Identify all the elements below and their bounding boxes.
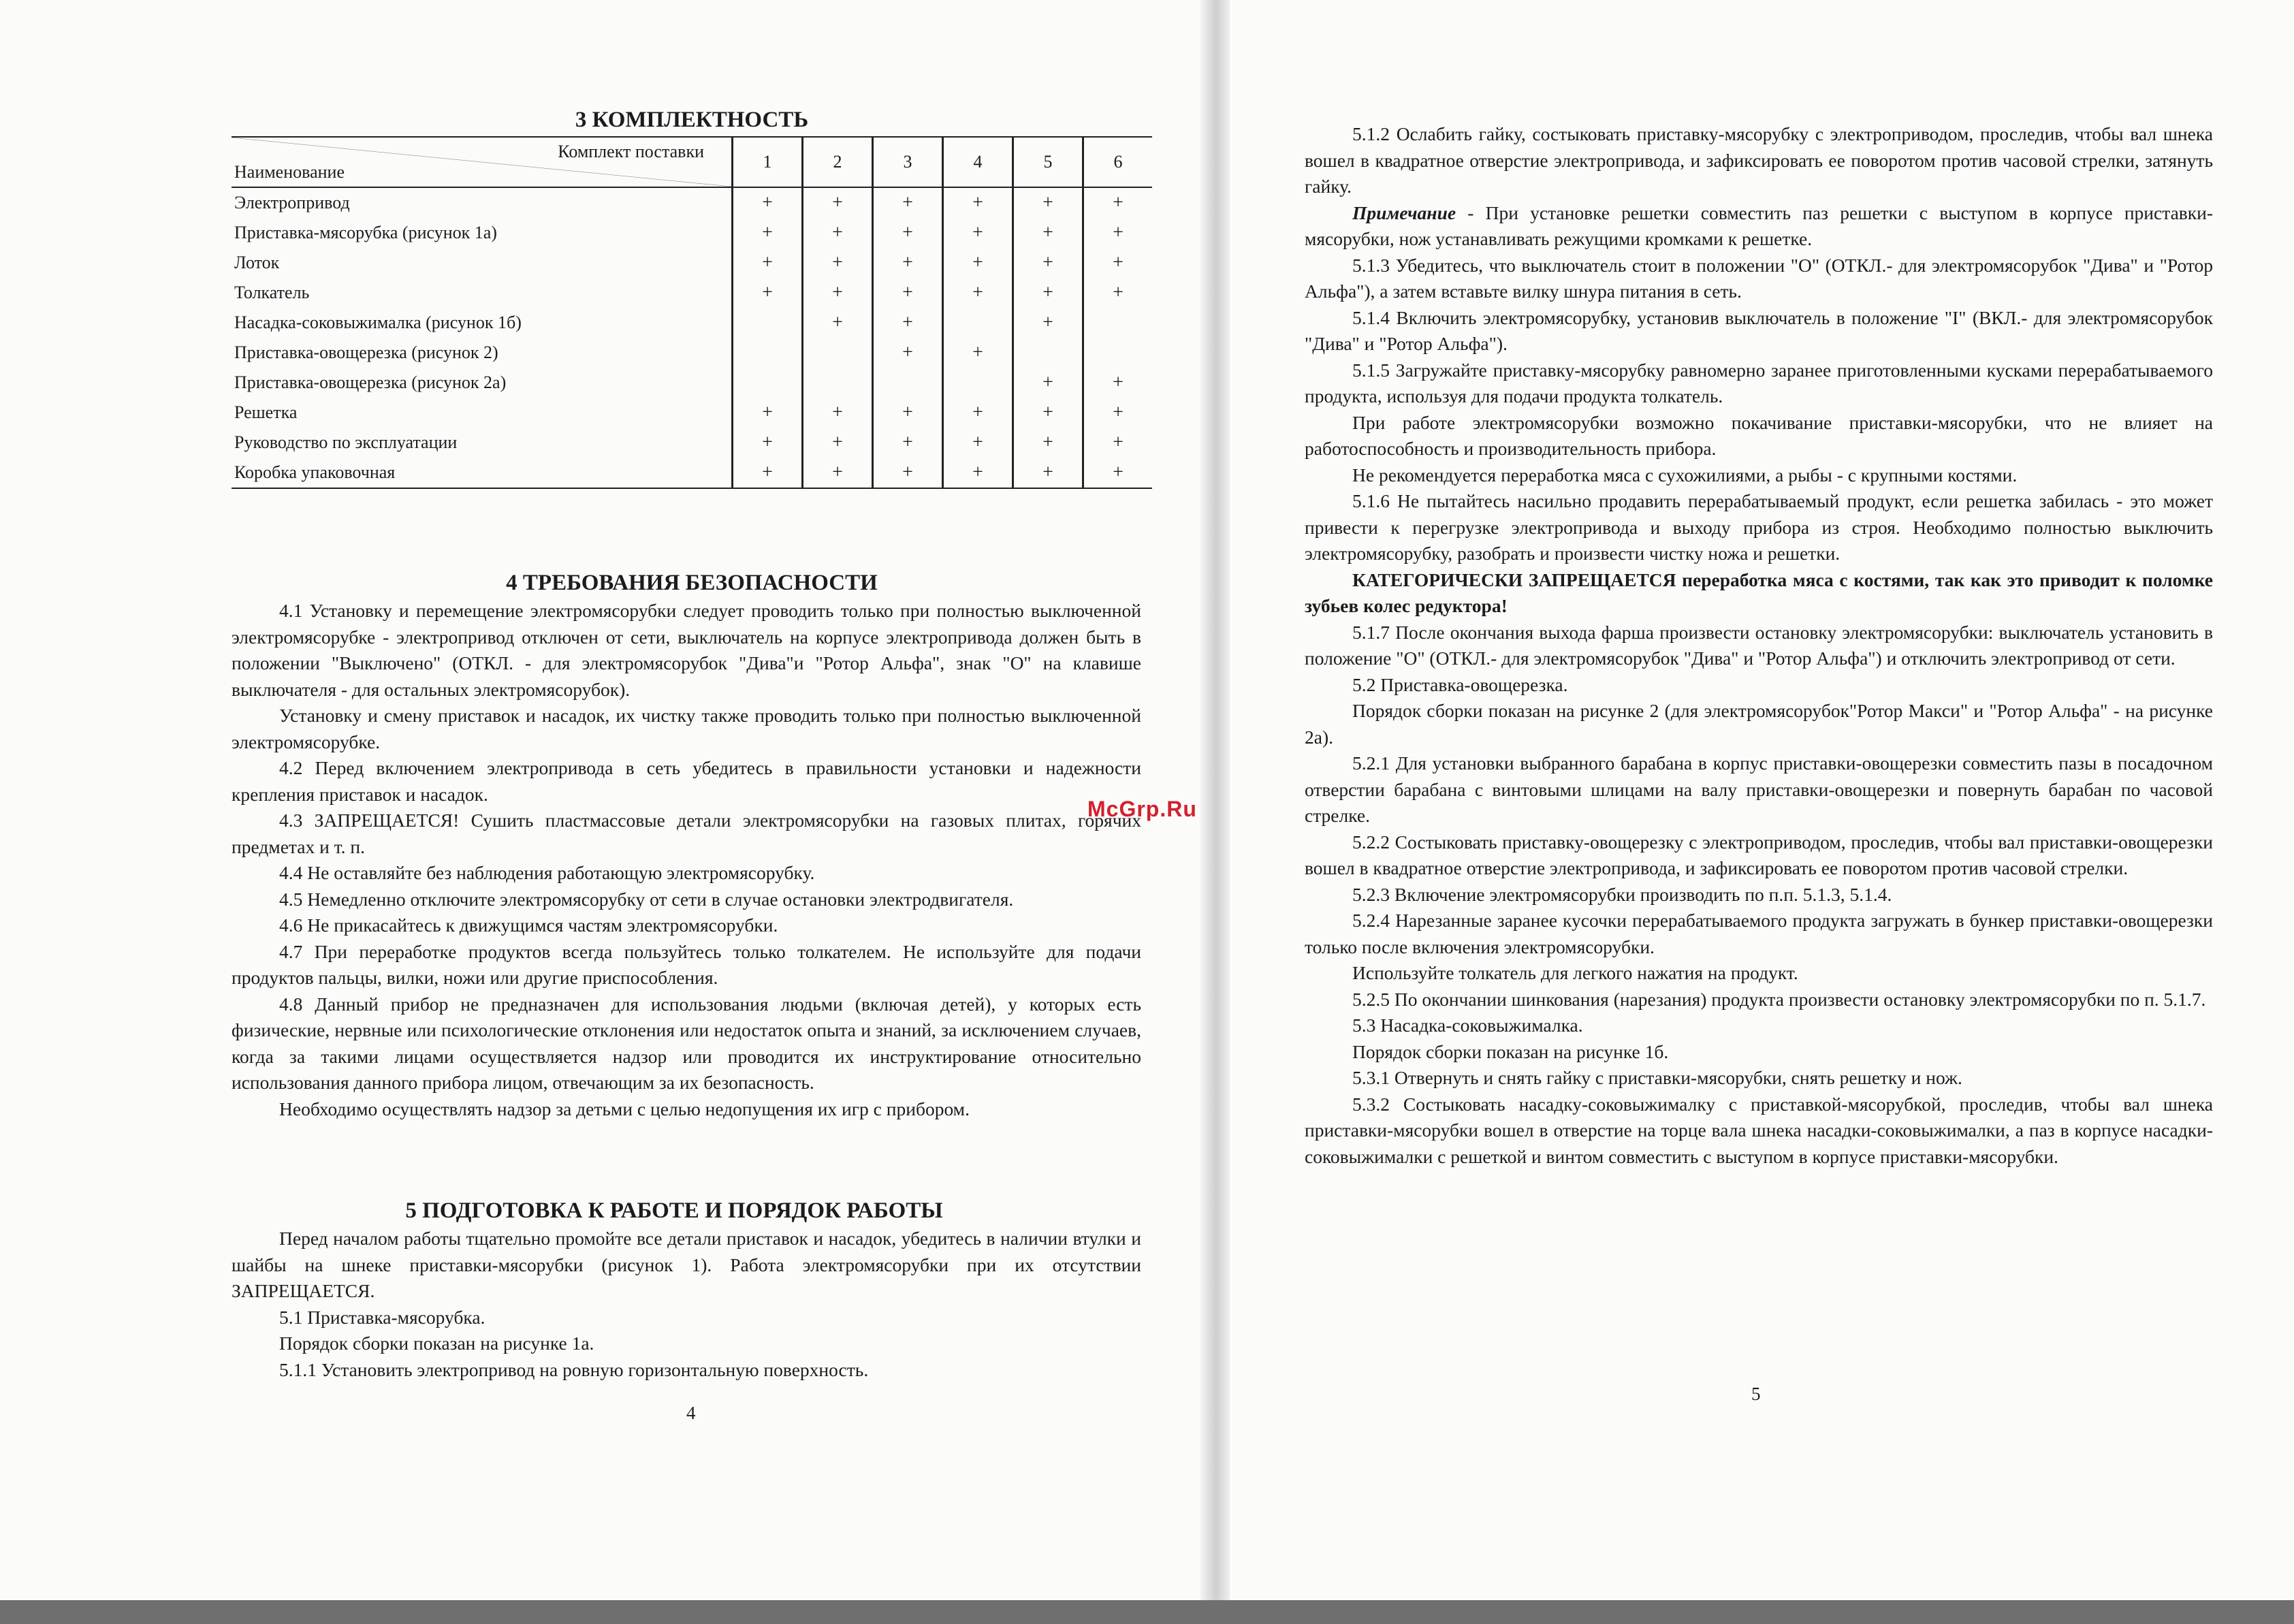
kit-mark-cell: + xyxy=(803,278,873,308)
paragraph: 5.1 Приставка-мясорубка. xyxy=(279,1306,485,1328)
kit-mark-cell: + xyxy=(873,458,943,488)
paragraph: Порядок сборки показан на рисунке 2 (для электромясорубок"Ротор Макси" и "Ротор Альфа" - на рисунке 2а). xyxy=(1305,700,2213,748)
section-5-body xyxy=(232,1226,1141,1383)
kit-mark-cell: + xyxy=(733,458,803,488)
paragraph: Порядок сборки показан на рисунке 1б. xyxy=(1352,1040,1669,1062)
kit-mark-cell: + xyxy=(1013,368,1083,398)
paragraph: 4.6 Не прикасайтесь к движущимся частям электромясорубки. xyxy=(279,914,778,936)
table-row xyxy=(232,248,1152,278)
kit-mark-cell: + xyxy=(733,218,803,248)
kit-mark-cell: + xyxy=(733,428,803,458)
kit-mark-cell xyxy=(733,368,803,398)
paragraph: Не рекомендуется переработка мяса с сухожилиями, а рыбы - с крупными костями. xyxy=(1352,464,2018,485)
kit-mark-cell: + xyxy=(1013,187,1083,218)
row-item-name: Приставка-мясорубка (рисунок 1а) xyxy=(234,223,497,242)
kit-mark-cell xyxy=(1083,308,1153,338)
kit-mark-cell: + xyxy=(873,187,943,218)
kit-mark-cell xyxy=(1083,338,1153,368)
column-header-5: 5 xyxy=(1013,137,1083,187)
kit-mark-cell xyxy=(733,308,803,338)
kit-mark-cell: + xyxy=(803,428,873,458)
kit-mark-cell: + xyxy=(1083,398,1153,428)
paragraph: 5.3 Насадка-соковыжималка. xyxy=(1352,1015,1583,1036)
paragraph: 4.7 При переработке продуктов всегда пользуйтесь только толкателем. Не используйте для подачи продуктов пальцы, вилки, ножи или другие приспособления. xyxy=(232,940,1141,988)
row-item-name: Толкатель xyxy=(234,283,310,302)
kit-table xyxy=(232,136,1152,489)
kit-mark-cell: + xyxy=(803,248,873,278)
kit-mark-cell: + xyxy=(1013,218,1083,248)
kit-mark-cell xyxy=(1013,338,1083,368)
paragraph: 4.4 Не оставляйте без наблюдения работающую электромясорубку. xyxy=(279,862,815,883)
table-row xyxy=(232,368,1152,398)
kit-mark-cell: + xyxy=(733,248,803,278)
column-header-3: 3 xyxy=(873,137,943,187)
kit-mark-cell: + xyxy=(803,458,873,488)
table-row xyxy=(232,458,1152,488)
page-number-left: 4 xyxy=(686,1403,696,1423)
table-header-kit: Комплект поставки xyxy=(558,142,704,161)
kit-mark-cell: + xyxy=(1083,248,1153,278)
kit-mark-cell: + xyxy=(873,338,943,368)
row-item-name: Приставка-овощерезка (рисунок 2) xyxy=(234,343,498,362)
row-item-name: Насадка-соковыжималка (рисунок 1б) xyxy=(234,313,522,332)
kit-mark-cell: + xyxy=(1013,428,1083,458)
note-paragraph xyxy=(1305,200,2213,253)
kit-mark-cell: + xyxy=(803,218,873,248)
paragraph: 5.2.1 Для установки выбранного барабана в корпус приставки-овощерезки совместить пазы в посадочном отверстии барабана с винтовыми шлицами на валу приставки-овощерезки и повернуть барабан по часовой стрелке. xyxy=(1305,752,2213,826)
paragraph: 5.2.3 Включение электромясорубки производить по п.п. 5.1.3, 5.1.4. xyxy=(1352,883,1892,905)
book-gutter xyxy=(1200,0,1230,1624)
row-item-name: Решетка xyxy=(234,402,298,422)
column-header-6: 6 xyxy=(1083,137,1153,187)
table-row xyxy=(232,338,1152,368)
kit-mark-cell: + xyxy=(873,308,943,338)
row-item-name: Коробка упаковочная xyxy=(232,458,733,488)
paragraph: 5.1.2 Ослабить гайку, состыковать приставку-мясорубку с электроприводом, проследив, чтобы вал шнека вошел в квадратное отверстие электропривода, и зафиксировать ее поворотом против часовой стрелки, затянуть гайку. xyxy=(1305,123,2213,197)
paragraph: 4.8 Данный прибор не предназначен для использования людьми (включая детей), у которых есть физические, нервные или психологические отклонения или недостаток опыта и знаний, за исключением случаев, когда за такими лицами осуществляется надзор или проводится их инструктирование относительно использования данного прибора лицом, отвечающим за их безопасность. xyxy=(232,993,1141,1093)
warning-paragraph: КАТЕГОРИЧЕСКИ ЗАПРЕЩАЕТСЯ переработка мяса с костями, так как это приводит к поломке зубьев колес редуктора! xyxy=(1305,569,2213,616)
kit-mark-cell xyxy=(803,368,873,398)
kit-mark-cell: + xyxy=(943,398,1013,428)
kit-mark-cell: + xyxy=(733,278,803,308)
table-row xyxy=(232,218,1152,248)
kit-mark-cell: + xyxy=(943,458,1013,488)
column-header-4: 4 xyxy=(943,137,1013,187)
kit-mark-cell: + xyxy=(803,308,873,338)
kit-mark-cell: + xyxy=(943,428,1013,458)
paragraph: 5.2.4 Нарезанные заранее кусочки перерабатываемого продукта загружать в бункер приставки-овощерезки только после включения электромясорубки. xyxy=(1305,910,2213,957)
kit-mark-cell: + xyxy=(873,278,943,308)
right-page-body xyxy=(1305,121,2213,1170)
paragraph: 5.1.7 После окончания выхода фарша произвести остановку электромясорубки: выключатель установить в положение "О" (ОТКЛ.- для электромясорубок "Дива" и "Ротор Альфа") и отключить электропривод от сети. xyxy=(1305,621,2213,669)
paragraph: 5.1.6 Не пытайтесь насильно продавить перерабатываемый продукт, если решетка забилась - это может привести к перегрузке электропривода и выходу прибора из строя. Необходимо полностью выключить электромясорубку, разобрать и произвести чистку ножа и решетки. xyxy=(1305,490,2213,564)
table-row xyxy=(232,278,1152,308)
paragraph: 5.2.5 По окончании шинкования (нарезания) продукта произвести остановку электромясорубки по п. 5.1.7. xyxy=(1352,988,2206,1010)
kit-mark-cell: + xyxy=(1083,218,1153,248)
paragraph: Используйте толкатель для легкого нажатия на продукт. xyxy=(1352,962,1798,983)
kit-mark-cell: + xyxy=(803,398,873,428)
kit-mark-cell: + xyxy=(733,398,803,428)
kit-mark-cell: + xyxy=(1083,368,1153,398)
page-number-right: 5 xyxy=(1751,1384,1761,1404)
kit-mark-cell: + xyxy=(1013,278,1083,308)
kit-mark-cell: + xyxy=(1083,458,1153,488)
paragraph: 5.1.3 Убедитесь, что выключатель стоит в положении "О" (ОТКЛ.- для электромясорубок "Дива" и "Ротор Альфа"), а затем вставьте вилку шнура питания в сеть. xyxy=(1305,254,2213,302)
kit-mark-cell: + xyxy=(943,278,1013,308)
table-row xyxy=(232,308,1152,338)
row-item-name: Приставка-овощерезка (рисунок 2а) xyxy=(234,372,507,392)
kit-mark-cell: + xyxy=(943,187,1013,218)
column-header-1: 1 xyxy=(733,137,803,187)
kit-mark-cell xyxy=(873,368,943,398)
kit-table-body xyxy=(232,187,1152,488)
paragraph: 5.2 Приставка-овощерезка. xyxy=(1352,673,1568,695)
paragraph: 4.3 ЗАПРЕЩАЕТСЯ! Сушить пластмассовые детали электромясорубки на газовых плитах, горячих предметах и т. п. xyxy=(232,810,1141,857)
kit-mark-cell: + xyxy=(1013,458,1083,488)
watermark-text: McGrp.Ru xyxy=(1087,797,1197,821)
paragraph: 5.1.1 Установить электропривод на ровную горизонтальную поверхность. xyxy=(279,1358,869,1380)
paragraph: При работе электромясорубки возможно покачивание приставки-мясорубки, что не влияет на работоспособность и производительность прибора. xyxy=(1305,411,2213,459)
kit-mark-cell xyxy=(733,338,803,368)
page-right xyxy=(1230,0,2294,1587)
table-row xyxy=(232,428,1152,458)
note-label: Примечание xyxy=(1352,202,1456,223)
paragraph: 5.1.5 Загружайте приставку-мясорубку равномерно заранее приготовленными кусками перерабатываемого продукта, используя для подачи продукта толкатель. xyxy=(1305,359,2213,407)
section-5-title: 5 ПОДГОТОВКА К РАБОТЕ И ПОРЯДОК РАБОТЫ xyxy=(405,1198,943,1223)
paragraph: Перед началом работы тщательно промойте все детали приставок и насадок, убедитесь в наличии втулки и шайбы на шнеке приставки-мясорубки (рисунок 1). Работа электромясорубки при их отсутствии ЗАПРЕЩАЕТСЯ. xyxy=(232,1228,1141,1301)
row-item-name: Руководство по эксплуатации xyxy=(234,432,458,452)
scan-bottom-edge xyxy=(0,1600,2294,1624)
table-header-row xyxy=(232,137,1152,187)
kit-mark-cell: + xyxy=(1013,248,1083,278)
kit-mark-cell xyxy=(943,368,1013,398)
column-header-2: 2 xyxy=(803,137,873,187)
paragraph: 5.3.1 Отвернуть и снять гайку с приставки-мясорубки, снять решетку и нож. xyxy=(1352,1067,1962,1088)
paragraph: 4.2 Перед включением электропривода в сеть убедитесь в правильности установки и надежности крепления приставок и насадок. xyxy=(232,757,1141,805)
table-row xyxy=(232,187,1152,218)
section-3-title: 3 КОМПЛЕКТНОСТЬ xyxy=(575,108,809,132)
kit-mark-cell: + xyxy=(943,218,1013,248)
table-header-name: Наименование xyxy=(234,162,345,182)
kit-mark-cell: + xyxy=(1013,398,1083,428)
kit-mark-cell: + xyxy=(1013,308,1083,338)
paragraph: 4.1 Установку и перемещение электромясорубки следует проводить только при полностью выключенной электромясорубке - электропривод отключен от сети, выключатель на корпусе электропривода должен быть в положении "Выключено" (ОТКЛ. - для электромясорубок "Дива"и "Ротор Альфа", знак "О" на клавише выключателя - для остальных электромясорубок). xyxy=(232,600,1141,700)
kit-mark-cell: + xyxy=(873,218,943,248)
section-4-title: 4 ТРЕБОВАНИЯ БЕЗОПАСНОСТИ xyxy=(506,571,878,595)
row-item-name: Электропривод xyxy=(234,193,350,212)
kit-mark-cell: + xyxy=(1083,187,1153,218)
paragraph: 4.5 Немедленно отключите электромясорубку от сети в случае остановки электродвигателя. xyxy=(279,888,1014,910)
table-row xyxy=(232,398,1152,428)
kit-mark-cell: + xyxy=(943,248,1013,278)
kit-mark-cell: + xyxy=(803,187,873,218)
paragraph: 5.2.2 Состыковать приставку-овощерезку с электроприводом, проследив, чтобы вал приставки-овощерезки вошел в квадратное отверстие электропривода, и зафиксировать ее поворотом против часовой стрелки. xyxy=(1305,831,2213,878)
kit-mark-cell: + xyxy=(873,428,943,458)
paragraph: 5.3.2 Состыковать насадку-соковыжималку с приставкой-мясорубкой, проследив, чтобы вал шнека приставки-мясорубки вошел в отверстие на торце вала шнека насадки-соковыжималки, а паз в корпусе насадки-соковыжималки с решеткой и винтом совместить с выступом в корпусе приставки-мясорубки. xyxy=(1305,1093,2213,1167)
paragraph: 5.1.4 Включить электромясорубку, установив выключатель в положение "I" (ВКЛ.- для электромясорубок "Дива" и "Ротор Альфа"). xyxy=(1305,306,2213,354)
kit-mark-cell: + xyxy=(943,338,1013,368)
kit-mark-cell: + xyxy=(873,248,943,278)
note-text: - При установке решетки совместить паз решетки с выступом в корпусе приставки-мясорубки, нож устанавливать режущими кромками к решетке. xyxy=(1305,202,2214,249)
kit-mark-cell xyxy=(803,338,873,368)
paragraph: Порядок сборки показан на рисунке 1а. xyxy=(279,1333,594,1354)
table-header-diagonal-cell xyxy=(232,137,733,187)
kit-mark-cell: + xyxy=(733,187,803,218)
row-item-name: Лоток xyxy=(234,253,280,272)
kit-mark-cell xyxy=(943,308,1013,338)
paragraph: Необходимо осуществлять надзор за детьми с целью недопущения их игр с прибором. xyxy=(279,1098,970,1119)
paragraph: Установку и смену приставок и насадок, их чистку также проводить только при полностью выключенной электромясорубке. xyxy=(232,705,1141,752)
kit-mark-cell: + xyxy=(1083,428,1153,458)
kit-mark-cell: + xyxy=(873,398,943,428)
section-4-body xyxy=(232,598,1141,1122)
kit-mark-cell: + xyxy=(1083,278,1153,308)
